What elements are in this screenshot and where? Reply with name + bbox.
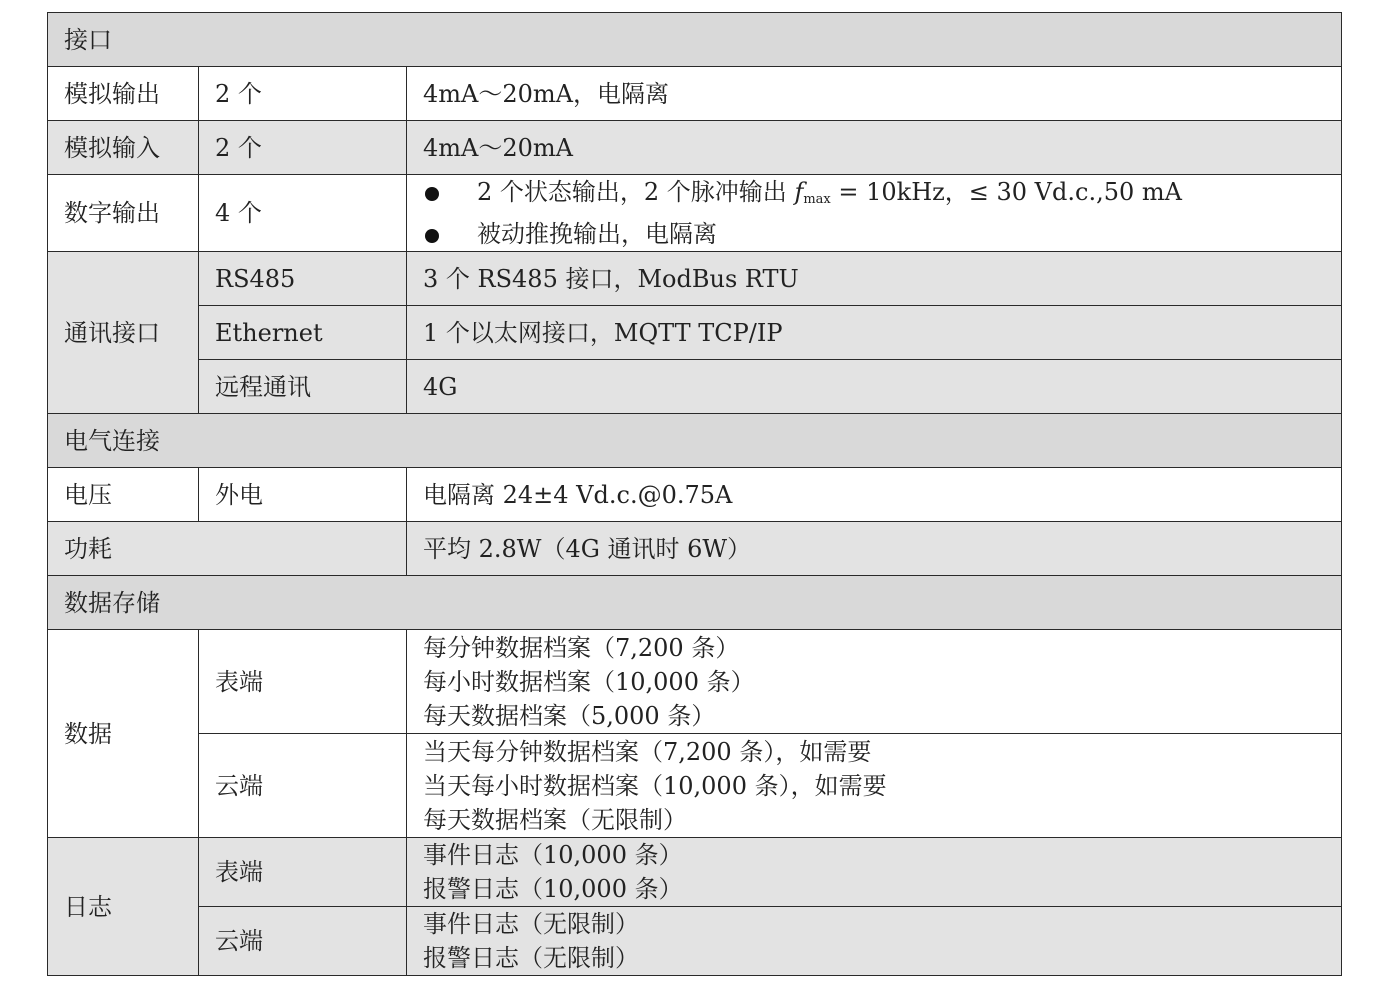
row-name: Ethernet — [199, 306, 407, 360]
row-desc: 4mA～20mA，电隔离 — [407, 67, 1342, 121]
row-name: 表端 — [199, 838, 407, 907]
row-name: 云端 — [199, 734, 407, 838]
row-count: 4 个 — [199, 175, 407, 252]
row-desc — [407, 630, 1342, 734]
row-label: 数据 — [48, 630, 199, 838]
table-row-log-meter — [48, 838, 1342, 907]
row-name: RS485 — [199, 252, 407, 306]
spec-table — [47, 12, 1342, 976]
row-label: 模拟输入 — [48, 121, 199, 175]
row-label: 电压 — [48, 468, 199, 522]
row-desc — [407, 175, 1342, 252]
table-row-comm-remote — [48, 360, 1342, 414]
row-desc — [407, 734, 1342, 838]
row-count: 2 个 — [199, 67, 407, 121]
list-item: 事件日志（无限制） — [423, 910, 639, 938]
list-item: 报警日志（10,000 条） — [423, 875, 683, 903]
row-count: 2 个 — [199, 121, 407, 175]
row-name: 云端 — [199, 907, 407, 976]
row-label: 模拟输出 — [48, 67, 199, 121]
table-row-data-meter — [48, 630, 1342, 734]
row-name: 表端 — [199, 630, 407, 734]
list-item: 每分钟数据档案（7,200 条） — [423, 633, 740, 662]
list-item: 事件日志（10,000 条） — [423, 841, 683, 869]
table-row-digital-out — [48, 175, 1342, 252]
table-row-analog-out — [48, 67, 1342, 121]
row-desc: 3 个 RS485 接口，ModBus RTU — [407, 252, 1342, 306]
list-item: 每小时数据档案（10,000 条） — [423, 667, 755, 696]
row-label: 日志 — [48, 838, 199, 976]
row-desc: 电隔离 24±4 Vd.c.@0.75A — [407, 468, 1342, 522]
row-desc: 平均 2.8W（4G 通讯时 6W） — [407, 522, 1342, 576]
list-item: 每天数据档案（5,000 条） — [423, 701, 716, 730]
row-desc: 4mA～20mA — [407, 121, 1342, 175]
table-row-comm-ethernet — [48, 306, 1342, 360]
row-label: 功耗 — [48, 522, 407, 576]
row-desc: 1 个以太网接口，MQTT TCP/IP — [407, 306, 1342, 360]
section-row-interface — [48, 13, 1342, 67]
bullet-item: 2 个状态输出，2 个脉冲输出 $f_{max} = 10kHz$，≤ 30 Vd.c.,50 mA — [423, 175, 1341, 217]
section-title-electrical: 电气连接 — [48, 414, 1342, 468]
bullet-item: 被动推挽输出，电隔离 — [423, 217, 1341, 251]
section-title-interface: 接口 — [48, 13, 1342, 67]
row-type: 外电 — [199, 468, 407, 522]
list-item: 当天每小时数据档案（10,000 条），如需要 — [423, 771, 887, 800]
section-row-storage — [48, 576, 1342, 630]
table-row-log-cloud — [48, 907, 1342, 976]
row-name: 远程通讯 — [199, 360, 407, 414]
table-row-power — [48, 522, 1342, 576]
list-item: 每天数据档案（无限制） — [423, 805, 687, 834]
table-row-comm-rs485 — [48, 252, 1342, 306]
bullet-icon — [425, 229, 439, 243]
bullet-icon — [425, 187, 439, 201]
row-desc — [407, 838, 1342, 907]
row-label: 数字输出 — [48, 175, 199, 252]
table-row-analog-in — [48, 121, 1342, 175]
table-row-data-cloud — [48, 734, 1342, 838]
section-row-electrical — [48, 414, 1342, 468]
section-title-storage: 数据存储 — [48, 576, 1342, 630]
table-row-voltage — [48, 468, 1342, 522]
row-label: 通讯接口 — [48, 252, 199, 414]
row-desc — [407, 907, 1342, 976]
row-desc: 4G — [407, 360, 1342, 414]
list-item: 报警日志（无限制） — [423, 944, 639, 972]
list-item: 当天每分钟数据档案（7,200 条），如需要 — [423, 737, 872, 766]
